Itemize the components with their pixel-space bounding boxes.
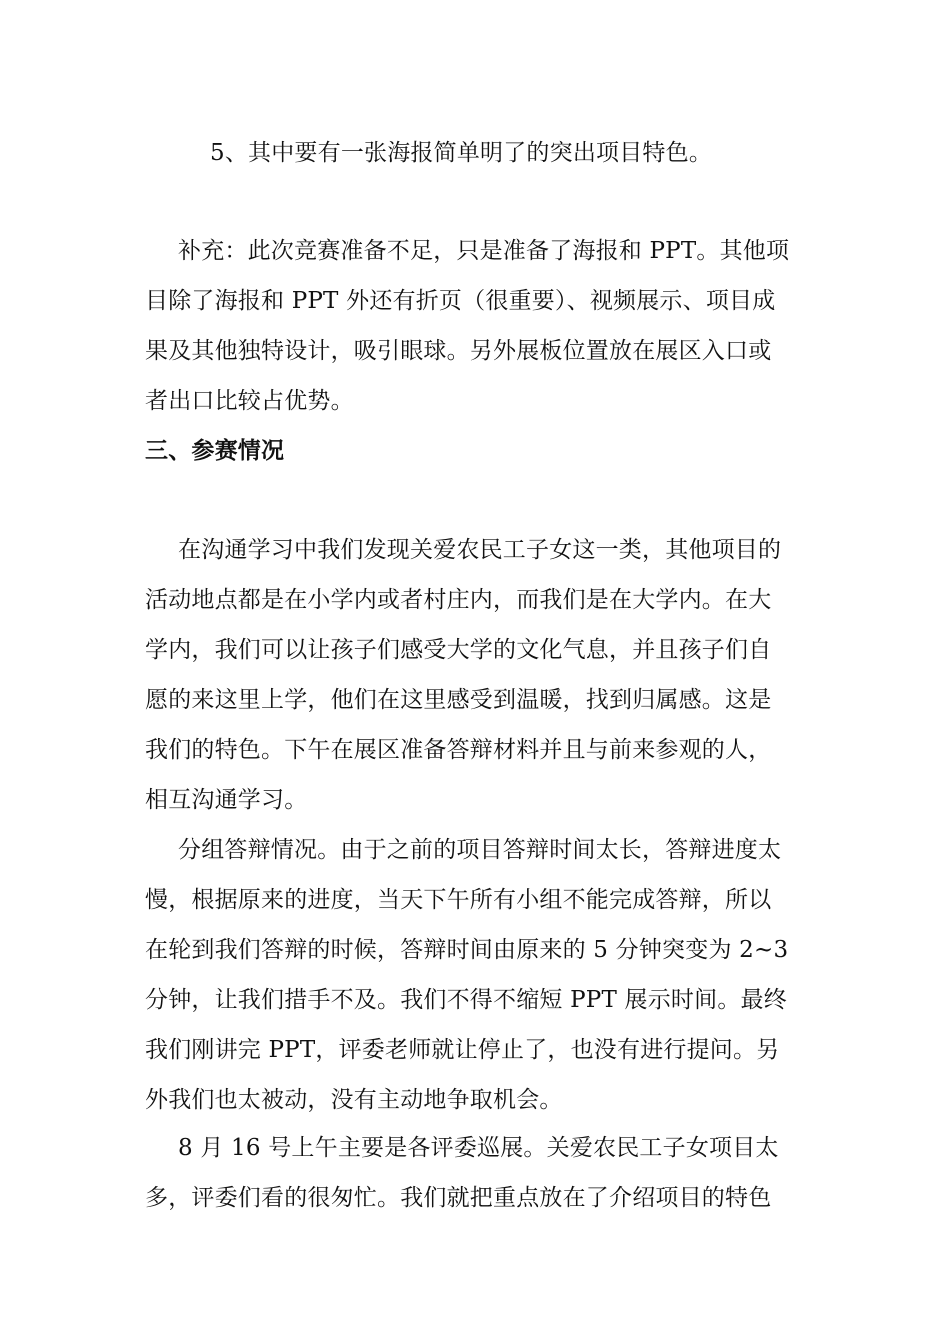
paragraph-1-line-4: 愿的来这里上学，他们在这里感受到温暖，找到归属感。这是 xyxy=(145,687,772,713)
section-heading: 三、参赛情况 xyxy=(145,438,285,464)
list-item-5: 5、其中要有一张海报简单明了的突出项目特色。 xyxy=(210,140,713,166)
supplement-line-3: 果及其他独特设计，吸引眼球。另外展板位置放在展区入口或 xyxy=(145,338,772,364)
paragraph-2-line-2: 慢，根据原来的进度，当天下午所有小组不能完成答辩，所以 xyxy=(145,887,772,913)
paragraph-2-line-3: 在轮到我们答辩的时候，答辩时间由原来的 5 分钟突变为 2~3 xyxy=(145,937,789,963)
paragraph-1-line-1: 在沟通学习中我们发现关爱农民工子女这一类，其他项目的 xyxy=(178,537,782,563)
paragraph-2-line-1: 分组答辩情况。由于之前的项目答辩时间太长，答辩进度太 xyxy=(178,837,782,863)
paragraph-1-line-6: 相互沟通学习。 xyxy=(145,787,308,813)
paragraph-1-line-3: 学内，我们可以让孩子们感受大学的文化气息，并且孩子们自 xyxy=(145,637,772,663)
supplement-line-4: 者出口比较占优势。 xyxy=(145,388,354,414)
paragraph-3-line-2: 多，评委们看的很匆忙。我们就把重点放在了介绍项目的特色 xyxy=(145,1185,772,1211)
supplement-line-2: 目除了海报和 PPT 外还有折页（很重要）、视频展示、项目成 xyxy=(145,288,776,314)
paragraph-2-line-4: 分钟，让我们措手不及。我们不得不缩短 PPT 展示时间。最终 xyxy=(145,987,787,1013)
paragraph-1-line-2: 活动地点都是在小学内或者村庄内，而我们是在大学内。在大 xyxy=(145,587,772,613)
paragraph-1-line-5: 我们的特色。下午在展区准备答辩材料并且与前来参观的人， xyxy=(145,737,772,763)
supplement-line-1: 补充：此次竞赛准备不足，只是准备了海报和 PPT。其他项 xyxy=(178,238,790,264)
paragraph-2-line-6: 外我们也太被动，没有主动地争取机会。 xyxy=(145,1087,563,1113)
paragraph-2-line-5: 我们刚讲完 PPT，评委老师就让停止了，也没有进行提问。另 xyxy=(145,1037,780,1063)
paragraph-3-line-1: 8 月 16 号上午主要是各评委巡展。关爱农民工子女项目太 xyxy=(178,1135,779,1161)
